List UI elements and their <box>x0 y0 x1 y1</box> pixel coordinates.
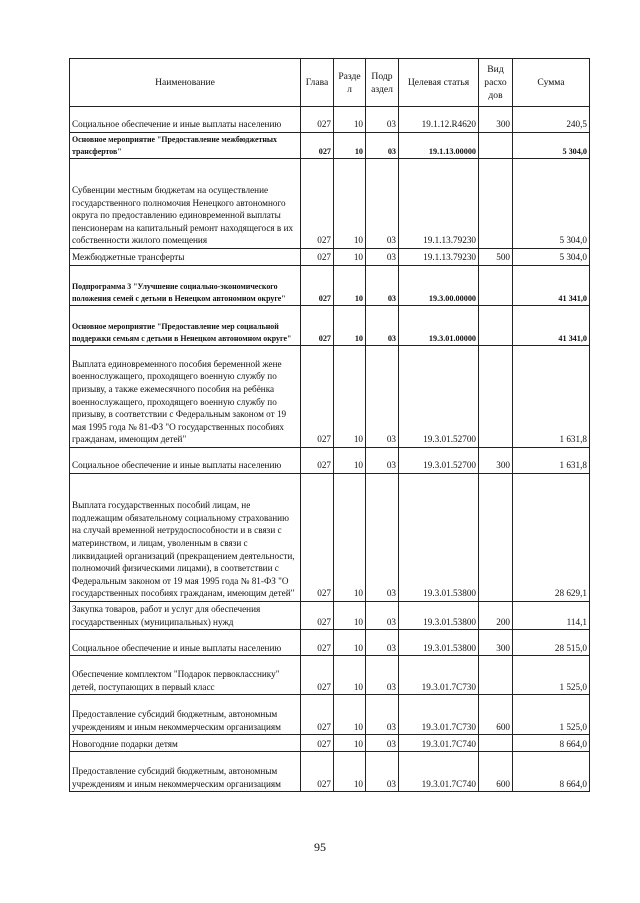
cell-vid <box>479 266 513 306</box>
header-podrazdel: Подр аздел <box>366 59 399 107</box>
header-glava: Глава <box>301 59 334 107</box>
page-number: 95 <box>314 840 326 854</box>
cell-podrazdel: 03 <box>366 346 399 448</box>
cell-podrazdel: 03 <box>366 656 399 695</box>
cell-summa: 41 341,0 <box>513 266 590 306</box>
cell-statya: 19.3.01.53800 <box>399 474 479 602</box>
cell-summa: 8 664,0 <box>513 735 590 752</box>
cell-vid: 300 <box>479 107 513 133</box>
cell-vid <box>479 133 513 159</box>
header-summa: Сумма <box>513 59 590 107</box>
cell-summa: 5 304,0 <box>513 133 590 159</box>
cell-name: Новогодние подарки детям <box>70 735 301 752</box>
cell-vid <box>479 735 513 752</box>
cell-podrazdel: 03 <box>366 448 399 474</box>
cell-glava: 027 <box>301 474 334 602</box>
cell-summa: 1 525,0 <box>513 695 590 735</box>
cell-statya: 19.3.01.7С730 <box>399 695 479 735</box>
cell-statya: 19.3.01.52700 <box>399 448 479 474</box>
cell-vid <box>479 474 513 602</box>
cell-glava: 027 <box>301 752 334 792</box>
cell-glava: 027 <box>301 448 334 474</box>
table-row <box>70 133 590 159</box>
table-row <box>70 249 590 266</box>
cell-name: Предоставление субсидий бюджетным, автономным учреждениям и иным некоммерческим организациям <box>70 695 301 735</box>
cell-name: Основное мероприятие "Предоставление мер социальной поддержки семьям с детьми в Ненецком автономном округе" <box>70 306 301 346</box>
cell-name: Социальное обеспечение и иные выплаты населению <box>70 107 301 133</box>
cell-summa: 240,5 <box>513 107 590 133</box>
cell-razdel: 10 <box>334 249 366 266</box>
cell-razdel: 10 <box>334 735 366 752</box>
cell-podrazdel: 03 <box>366 133 399 159</box>
table-row <box>70 602 590 630</box>
table-row <box>70 474 590 602</box>
cell-name: Закупка товаров, работ и услуг для обеспечения государственных (муниципальных) нужд <box>70 602 301 630</box>
cell-glava: 027 <box>301 695 334 735</box>
cell-vid: 600 <box>479 752 513 792</box>
cell-razdel: 10 <box>334 266 366 306</box>
table-row <box>70 656 590 695</box>
cell-razdel: 10 <box>334 630 366 656</box>
cell-razdel: 10 <box>334 107 366 133</box>
cell-glava: 027 <box>301 630 334 656</box>
cell-glava: 027 <box>301 602 334 630</box>
cell-podrazdel: 03 <box>366 630 399 656</box>
cell-summa: 28 629,1 <box>513 474 590 602</box>
cell-razdel: 10 <box>334 656 366 695</box>
table-row <box>70 695 590 735</box>
cell-statya: 19.1.12.R4620 <box>399 107 479 133</box>
cell-podrazdel: 03 <box>366 306 399 346</box>
cell-razdel: 10 <box>334 346 366 448</box>
cell-vid <box>479 656 513 695</box>
cell-summa: 41 341,0 <box>513 306 590 346</box>
cell-statya: 19.3.01.00000 <box>399 306 479 346</box>
cell-statya: 19.3.01.53800 <box>399 630 479 656</box>
cell-statya: 19.3.01.7С740 <box>399 752 479 792</box>
cell-name: Выплата единовременного пособия беременной жене военнослужащего, проходящего военную службу по призыву, а также ежемесячного пособия на ребёнка военнослужащего, проходящего военную службу по призыву, в соответствии с Федеральным законом от 19 мая 1995 года № 81-ФЗ "О государственных пособиях гражданам, имеющим детей" <box>70 346 301 448</box>
cell-vid <box>479 306 513 346</box>
cell-statya: 19.3.00.00000 <box>399 266 479 306</box>
cell-statya: 19.3.01.52700 <box>399 346 479 448</box>
cell-statya: 19.1.13.79230 <box>399 249 479 266</box>
cell-podrazdel: 03 <box>366 695 399 735</box>
cell-vid: 300 <box>479 630 513 656</box>
cell-podrazdel: 03 <box>366 602 399 630</box>
cell-podrazdel: 03 <box>366 752 399 792</box>
table-row <box>70 735 590 752</box>
budget-table <box>69 58 590 792</box>
cell-glava: 027 <box>301 346 334 448</box>
cell-razdel: 10 <box>334 448 366 474</box>
cell-podrazdel: 03 <box>366 474 399 602</box>
cell-vid: 500 <box>479 249 513 266</box>
cell-name: Подпрограмма 3 "Улучшение социально-экономического положения семей с детьми в Ненецком автономном округе" <box>70 266 301 306</box>
cell-name: Субвенции местным бюджетам на осуществление государственного полномочия Ненецкого автономного округа по предоставлению единовременной выплаты пенсионерам на капитальный ремонт находящегося в их собственности жилого помещения <box>70 159 301 249</box>
cell-glava: 027 <box>301 735 334 752</box>
cell-vid <box>479 159 513 249</box>
table-row <box>70 346 590 448</box>
cell-vid: 200 <box>479 602 513 630</box>
header-statya: Целевая статья <box>399 59 479 107</box>
cell-razdel: 10 <box>334 306 366 346</box>
cell-glava: 027 <box>301 249 334 266</box>
cell-summa: 114,1 <box>513 602 590 630</box>
cell-glava: 027 <box>301 133 334 159</box>
table-row <box>70 159 590 249</box>
table-row <box>70 630 590 656</box>
cell-podrazdel: 03 <box>366 159 399 249</box>
cell-statya: 19.3.01.53800 <box>399 602 479 630</box>
cell-glava: 027 <box>301 306 334 346</box>
cell-name: Основное мероприятие "Предоставление межбюджетных трансфертов" <box>70 133 301 159</box>
cell-podrazdel: 03 <box>366 735 399 752</box>
header-name: Наименование <box>70 59 301 107</box>
cell-summa: 1 631,8 <box>513 346 590 448</box>
table-row <box>70 107 590 133</box>
cell-glava: 027 <box>301 107 334 133</box>
cell-glava: 027 <box>301 159 334 249</box>
cell-summa: 1 631,8 <box>513 448 590 474</box>
cell-summa: 5 304,0 <box>513 249 590 266</box>
cell-name: Межбюджетные трансферты <box>70 249 301 266</box>
cell-statya: 19.3.01.7С740 <box>399 735 479 752</box>
cell-summa: 5 304,0 <box>513 159 590 249</box>
cell-name: Социальное обеспечение и иные выплаты населению <box>70 630 301 656</box>
cell-glava: 027 <box>301 656 334 695</box>
cell-podrazdel: 03 <box>366 107 399 133</box>
cell-razdel: 10 <box>334 159 366 249</box>
cell-razdel: 10 <box>334 133 366 159</box>
cell-name: Обеспечение комплектом "Подарок первокласснику" детей, поступающих в первый класс <box>70 656 301 695</box>
cell-vid: 300 <box>479 448 513 474</box>
cell-name: Предоставление субсидий бюджетным, автономным учреждениям и иным некоммерческим организациям <box>70 752 301 792</box>
cell-vid: 600 <box>479 695 513 735</box>
cell-razdel: 10 <box>334 695 366 735</box>
table-row <box>70 752 590 792</box>
table-row <box>70 448 590 474</box>
cell-summa: 8 664,0 <box>513 752 590 792</box>
cell-summa: 1 525,0 <box>513 656 590 695</box>
cell-razdel: 10 <box>334 752 366 792</box>
cell-statya: 19.1.13.79230 <box>399 159 479 249</box>
cell-glava: 027 <box>301 266 334 306</box>
header-row <box>70 59 590 107</box>
cell-summa: 28 515,0 <box>513 630 590 656</box>
table-row <box>70 266 590 306</box>
cell-vid <box>479 346 513 448</box>
cell-statya: 19.3.01.7С730 <box>399 656 479 695</box>
cell-statya: 19.1.13.00000 <box>399 133 479 159</box>
cell-podrazdel: 03 <box>366 249 399 266</box>
cell-name: Социальное обеспечение и иные выплаты населению <box>70 448 301 474</box>
header-razdel: Разде л <box>334 59 366 107</box>
table-row <box>70 306 590 346</box>
cell-razdel: 10 <box>334 474 366 602</box>
cell-podrazdel: 03 <box>366 266 399 306</box>
header-vid: Вид расхо дов <box>479 59 513 107</box>
cell-name: Выплата государственных пособий лицам, не подлежащим обязательному социальному страхованию на случай временной нетрудоспособности и в связи с материнством, и лицам, уволенным в связи с ликвидацией организаций (прекращением деятельности, полномочий физическими лицами), в соответствии с Федеральным законом от 19 мая 1995 года № 81-ФЗ "О государственных пособиях гражданам, имеющим детей" <box>70 474 301 602</box>
cell-razdel: 10 <box>334 602 366 630</box>
